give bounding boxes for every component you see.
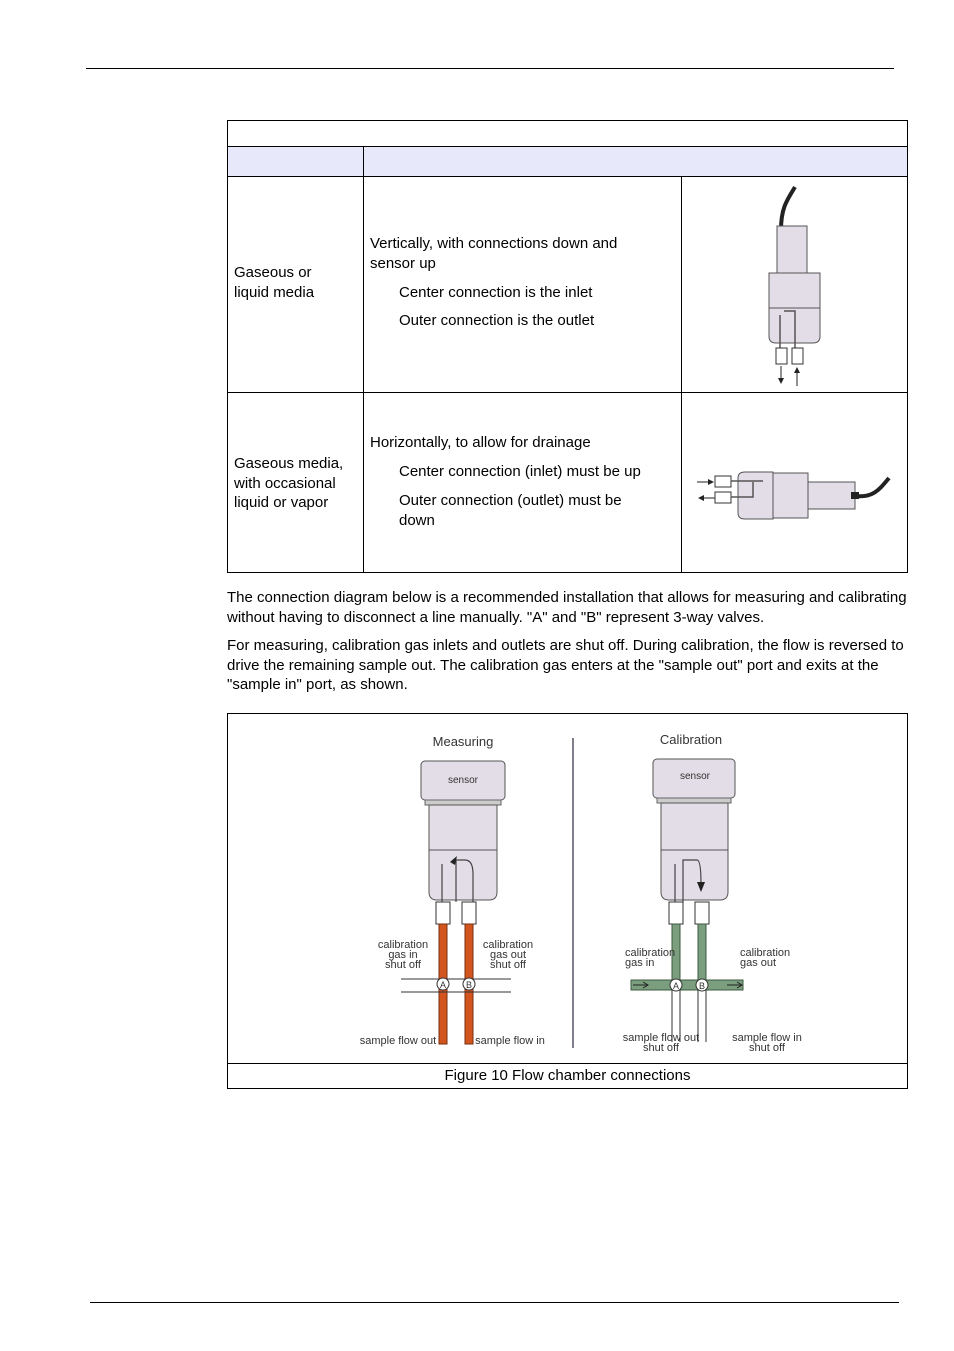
svg-text:A: A — [672, 981, 680, 991]
vertical-flow-chamber-image — [683, 178, 907, 392]
bullet-line: down — [399, 511, 435, 529]
flow-chamber-diagram — [343, 724, 802, 1064]
measuring-panel — [360, 734, 545, 1047]
bullet-item: Outer connection is the outlet — [399, 312, 595, 329]
body-paragraph-1: The connection diagram below is a recommended installation that allows for measuring and calibrating without having to disconnect a line manually. "A" and "B" represent 3-way valves. — [227, 589, 907, 626]
svg-text:shut off: shut off — [490, 959, 526, 971]
measuring-title: Measuring — [432, 734, 494, 749]
bullet-line: Outer connection (outlet) must be — [399, 492, 622, 509]
caption-divider — [228, 1063, 907, 1064]
orientation-table — [227, 120, 908, 573]
media-line: with occasional — [234, 474, 336, 492]
table-row-2-media — [234, 454, 359, 513]
orientation-line: sensor up — [370, 254, 436, 272]
svg-text:calibration: calibration — [625, 947, 676, 959]
svg-text:A: A — [439, 980, 447, 990]
svg-text:sample flow out: sample flow out — [622, 1032, 700, 1044]
table-row-1-orientation — [370, 234, 675, 273]
svg-text:shut off: shut off — [749, 1042, 785, 1054]
body-paragraph-2: For measuring, calibration gas inlets and outlets are shut off. During calibration, the flow is reversed to drive the remaining sample out. The calibration gas enters at the "sample out" port and exits at the "sample in" port, as shown. — [227, 637, 904, 693]
svg-text:calibration: calibration — [482, 939, 534, 951]
figure-caption: Figure 10 Flow chamber connections — [444, 1067, 691, 1084]
svg-text:shut off: shut off — [385, 959, 421, 971]
table-row-1-media — [234, 263, 359, 302]
media-line: liquid or vapor — [234, 494, 329, 511]
svg-text:calibration: calibration — [377, 939, 429, 951]
svg-text:shut off: shut off — [643, 1042, 679, 1054]
svg-text:sample flow out: sample flow out — [359, 1035, 437, 1047]
svg-text:B: B — [698, 981, 706, 991]
flow-chamber-body — [429, 850, 497, 900]
calibration-title: Calibration — [659, 732, 723, 747]
bullet-item: Center connection (inlet) must be up — [399, 463, 641, 480]
bullet-item: Center connection is the inlet — [399, 284, 593, 301]
sensor-label: sensor — [447, 775, 479, 786]
svg-text:gas out: gas out — [740, 957, 777, 969]
header-rule — [86, 68, 894, 69]
col-divider-2 — [681, 177, 682, 572]
horizontal-flow-chamber-image — [683, 394, 907, 572]
svg-text:sensor: sensor — [679, 771, 711, 782]
table-row-2-orientation: Horizontally, to allow for drainage — [370, 434, 591, 451]
figure-box — [227, 713, 908, 1089]
svg-text:sample flow in: sample flow in — [732, 1032, 802, 1044]
bullet-item — [399, 491, 669, 530]
svg-text:sample flow in: sample flow in — [475, 1035, 545, 1047]
svg-text:gas in: gas in — [388, 949, 418, 961]
calibration-panel — [623, 732, 802, 1054]
row-divider — [228, 392, 907, 393]
orientation-line: Vertically, with connections down and — [370, 235, 618, 252]
media-line: liquid media — [234, 283, 315, 301]
footer-rule — [90, 1302, 899, 1303]
table-header-row — [228, 147, 907, 176]
svg-text:gas out: gas out — [489, 949, 527, 961]
header-divider — [228, 176, 907, 177]
media-line: Gaseous or — [234, 264, 312, 281]
svg-text:gas in: gas in — [625, 957, 655, 969]
col-divider-1 — [363, 147, 364, 572]
svg-text:calibration: calibration — [740, 947, 791, 959]
svg-text:B: B — [465, 980, 473, 990]
media-line: Gaseous media, — [234, 455, 344, 472]
